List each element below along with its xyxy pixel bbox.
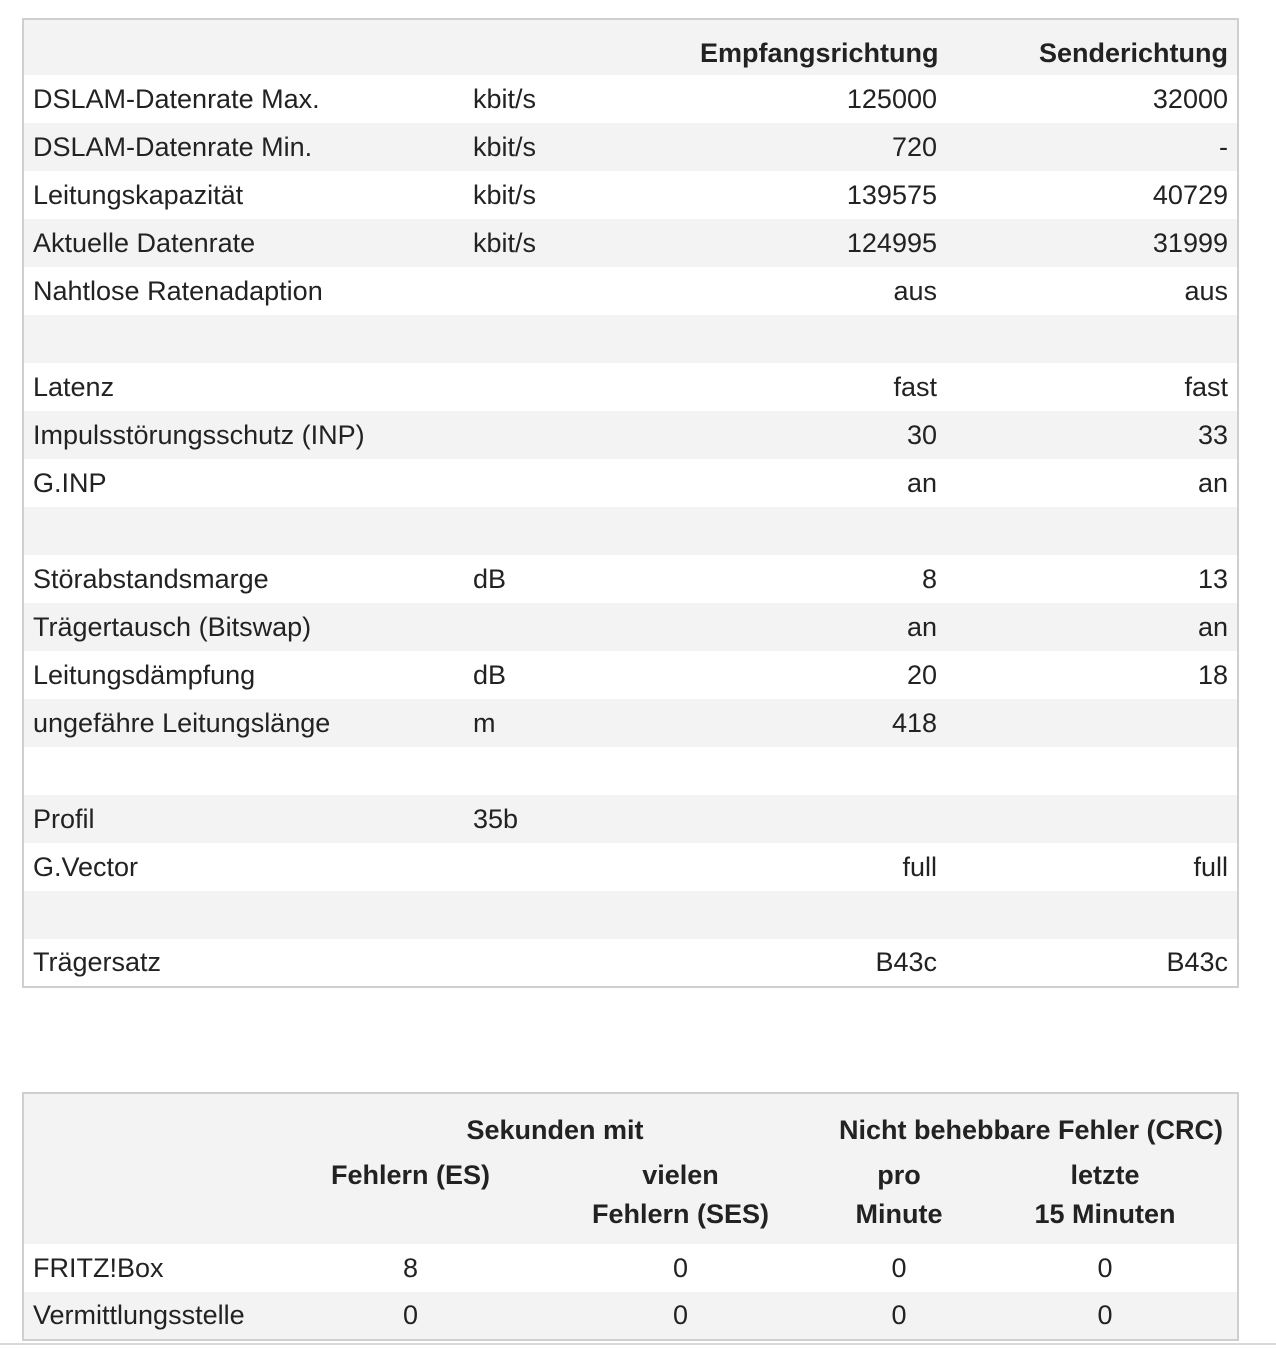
table-row	[23, 555, 1238, 603]
row-unit	[464, 363, 691, 411]
error-row-crc-per-minute: 0	[891, 1252, 907, 1283]
bottom-divider	[0, 1343, 1276, 1345]
row-downstream-value: aus	[893, 275, 937, 306]
header-ses-line1: vielen	[642, 1160, 719, 1190]
table-row	[23, 795, 1238, 843]
row-upstream-value: full	[1193, 851, 1228, 882]
row-upstream-value	[946, 507, 1238, 555]
table-row	[23, 459, 1238, 507]
table-row	[23, 939, 1238, 987]
row-label: Profil	[33, 803, 95, 834]
row-downstream-value: fast	[893, 371, 937, 402]
error-row-label: FRITZ!Box	[33, 1252, 164, 1283]
row-downstream-value: 418	[891, 707, 937, 738]
row-unit	[464, 603, 691, 651]
row-unit: kbit/s	[473, 131, 537, 162]
row-downstream-value: 125000	[846, 83, 937, 114]
error-row-ses: 0	[672, 1252, 689, 1283]
header-es-line1: Fehlern (ES)	[330, 1160, 491, 1190]
row-label: Leitungsdämpfung	[33, 659, 256, 690]
table-row	[23, 651, 1238, 699]
error-row-crc-last-15: 0	[1097, 1252, 1113, 1283]
table-row	[23, 411, 1238, 459]
line-table-header-row	[23, 19, 1238, 75]
row-unit	[464, 315, 691, 363]
row-unit	[464, 459, 691, 507]
row-upstream-value: -	[1219, 131, 1228, 162]
header-downstream: Empfangsrichtung	[700, 38, 939, 68]
row-label	[23, 315, 464, 363]
error-table	[22, 1092, 1239, 1341]
error-row-label: Vermittlungsstelle	[33, 1300, 245, 1330]
row-downstream-value: 8	[921, 563, 937, 594]
row-upstream-value: aus	[1184, 275, 1228, 306]
table-row	[23, 315, 1238, 363]
row-unit	[464, 747, 691, 795]
row-unit: dB	[473, 659, 507, 690]
row-label: G.INP	[33, 467, 107, 498]
row-upstream-value	[946, 747, 1238, 795]
row-unit: kbit/s	[473, 227, 537, 258]
row-unit	[464, 507, 691, 555]
row-label: Aktuelle Datenrate	[33, 227, 256, 258]
table-row	[23, 267, 1238, 315]
row-label: Störabstandsmarge	[33, 563, 269, 594]
row-label: Impulsstörungsschutz (INP)	[33, 419, 365, 450]
row-upstream-value: 13	[1197, 563, 1228, 594]
row-downstream-value: 124995	[846, 227, 937, 258]
row-upstream-value	[946, 795, 1238, 843]
table-row	[23, 1244, 1238, 1292]
table-row	[23, 171, 1238, 219]
header-per-min-line2: Minute	[855, 1199, 943, 1229]
table-row	[23, 507, 1238, 555]
row-upstream-value: an	[1197, 467, 1228, 498]
table-row	[23, 699, 1238, 747]
error-row-es: 8	[402, 1252, 419, 1283]
row-downstream-value	[691, 795, 946, 843]
table-row	[23, 123, 1238, 171]
row-downstream-value	[691, 747, 946, 795]
row-downstream-value	[691, 315, 946, 363]
error-table-body	[23, 1244, 1238, 1340]
table-row	[23, 843, 1238, 891]
row-label: ungefähre Leitungslänge	[33, 707, 331, 738]
row-label	[23, 507, 464, 555]
header-per-min-line1: pro	[877, 1160, 921, 1190]
error-row-ses: 0	[672, 1300, 689, 1330]
row-label: Latenz	[33, 371, 115, 402]
header-label	[23, 19, 464, 75]
error-row-crc-per-minute: 0	[891, 1300, 907, 1330]
row-label: Leitungskapazität	[33, 179, 244, 210]
row-upstream-value: 32000	[1152, 83, 1228, 114]
row-unit: kbit/s	[473, 83, 537, 114]
table-row	[23, 1292, 1238, 1340]
error-subheader-empty	[23, 1150, 285, 1244]
row-label: G.Vector	[33, 851, 139, 882]
row-unit: m	[473, 707, 496, 738]
error-table-sub-header-row	[23, 1150, 1238, 1244]
row-upstream-value: 18	[1197, 659, 1228, 690]
row-unit	[464, 891, 691, 939]
row-downstream-value	[691, 891, 946, 939]
header-crc: Nicht behebbare Fehler (CRC)	[838, 1115, 1224, 1145]
table-row	[23, 363, 1238, 411]
header-ses-line2: Fehlern (SES)	[591, 1199, 770, 1229]
row-label	[23, 891, 464, 939]
row-unit: 35b	[473, 803, 519, 834]
row-upstream-value: B43c	[1166, 947, 1228, 977]
header-ses	[536, 1150, 825, 1244]
row-label: Nahtlose Ratenadaption	[33, 275, 323, 306]
row-upstream-value	[946, 891, 1238, 939]
error-header-empty	[23, 1093, 285, 1150]
row-downstream-value: full	[902, 851, 937, 882]
row-downstream-value: 20	[906, 659, 937, 690]
header-crc-per-minute	[825, 1150, 973, 1244]
table-row	[23, 219, 1238, 267]
error-row-es: 0	[402, 1300, 419, 1330]
error-row-crc-last-15: 0	[1097, 1300, 1113, 1330]
row-unit	[464, 843, 691, 891]
row-downstream-value: 30	[906, 419, 937, 450]
row-upstream-value: an	[1197, 611, 1228, 642]
row-downstream-value: B43c	[875, 947, 937, 977]
table-row	[23, 75, 1238, 123]
row-label: DSLAM-Datenrate Min.	[33, 131, 313, 162]
row-label	[23, 747, 464, 795]
error-table-group-header-row	[23, 1093, 1238, 1150]
header-seconds-with: Sekunden mit	[466, 1115, 644, 1145]
row-unit: kbit/s	[473, 179, 537, 210]
row-downstream-value: 720	[891, 131, 937, 162]
row-upstream-value	[946, 699, 1238, 747]
row-downstream-value: an	[906, 611, 937, 642]
header-es	[285, 1150, 536, 1244]
row-unit	[464, 939, 691, 987]
dsl-line-table	[22, 18, 1239, 988]
table-row	[23, 603, 1238, 651]
table-row	[23, 747, 1238, 795]
header-unit	[464, 19, 691, 75]
row-upstream-value: 40729	[1152, 179, 1228, 210]
row-unit: dB	[473, 563, 507, 594]
header-last15-line2: 15 Minuten	[1034, 1199, 1176, 1229]
row-label: Trägertausch (Bitswap)	[33, 611, 312, 642]
header-crc-last-15	[973, 1150, 1238, 1244]
row-label: Trägersatz	[33, 947, 162, 977]
line-table-body	[23, 75, 1238, 987]
row-upstream-value	[946, 315, 1238, 363]
row-upstream-value: fast	[1184, 371, 1228, 402]
row-unit	[464, 267, 691, 315]
row-downstream-value: an	[906, 467, 937, 498]
table-row	[23, 891, 1238, 939]
row-label: DSLAM-Datenrate Max.	[33, 83, 320, 114]
row-downstream-value	[691, 507, 946, 555]
header-upstream: Senderichtung	[1038, 38, 1228, 68]
row-downstream-value: 139575	[846, 179, 937, 210]
row-upstream-value: 33	[1197, 419, 1228, 450]
header-last15-line1: letzte	[1070, 1160, 1140, 1190]
row-unit	[464, 411, 691, 459]
row-upstream-value: 31999	[1152, 227, 1228, 258]
